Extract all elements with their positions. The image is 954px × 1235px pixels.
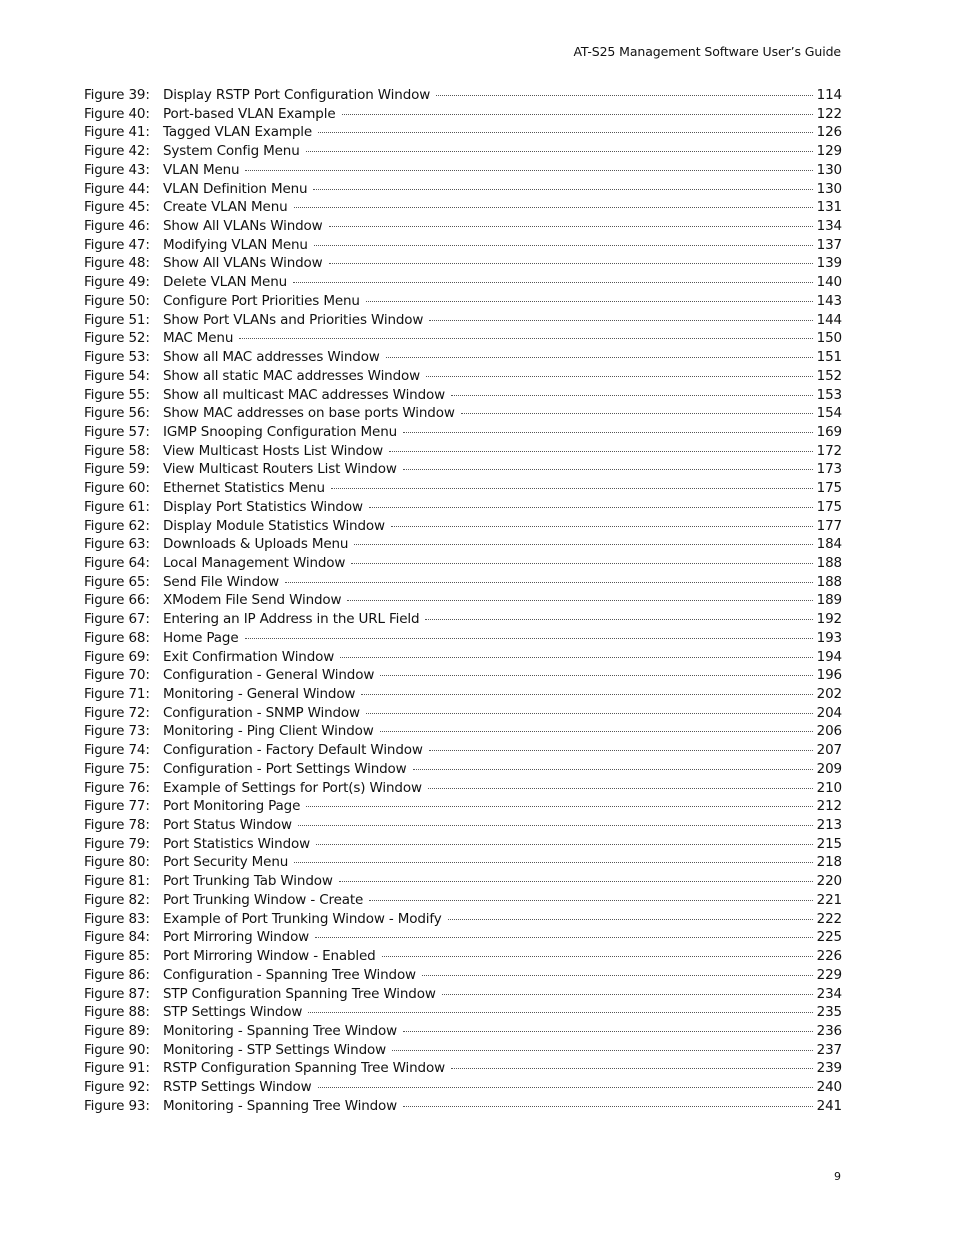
figure-page-number: 221: [816, 891, 842, 908]
dot-leader: [413, 769, 813, 770]
figure-title: Show all static MAC addresses Window: [163, 367, 420, 384]
toc-entry[interactable]: [84, 367, 842, 386]
figure-title: Configuration - Port Settings Window: [163, 760, 407, 777]
figure-page-number: 194: [816, 648, 842, 665]
toc-entry[interactable]: [84, 797, 842, 816]
dot-leader: [389, 451, 813, 452]
toc-entry[interactable]: [84, 404, 842, 423]
figure-number: Figure 77:: [84, 798, 150, 815]
figure-number: Figure 58:: [84, 442, 150, 459]
figure-title: Local Management Window: [163, 554, 346, 571]
figure-title: Ethernet Statistics Menu: [163, 480, 325, 497]
figure-number: Figure 42:: [84, 143, 150, 160]
figure-number: Figure 93:: [84, 1097, 150, 1114]
figure-number: Figure 56:: [84, 405, 150, 422]
toc-entry[interactable]: [84, 722, 842, 741]
figure-title: VLAN Menu: [163, 161, 240, 178]
figure-title: Tagged VLAN Example: [163, 124, 312, 141]
figure-page-number: 236: [816, 1022, 842, 1039]
figure-title: Example of Port Trunking Window - Modify: [163, 910, 442, 927]
figure-page-number: 150: [816, 330, 842, 347]
figure-page-number: 240: [816, 1079, 842, 1096]
toc-entry[interactable]: [84, 666, 842, 685]
figure-page-number: 130: [816, 180, 842, 197]
dot-leader: [361, 694, 812, 695]
figure-number: Figure 92:: [84, 1079, 150, 1096]
dot-leader: [318, 132, 813, 133]
figure-page-number: 192: [816, 611, 842, 628]
toc-entry[interactable]: [84, 254, 842, 273]
figure-number: Figure 41:: [84, 124, 150, 141]
figure-page-number: 239: [816, 1060, 842, 1077]
figure-number: Figure 89:: [84, 1022, 150, 1039]
figure-page-number: 189: [816, 592, 842, 609]
dot-leader: [329, 263, 813, 264]
dot-leader: [366, 301, 813, 302]
figure-page-number: 220: [816, 873, 842, 890]
dot-leader: [245, 638, 813, 639]
figure-title: Port Mirroring Window - Enabled: [163, 948, 376, 965]
figure-title: Port-based VLAN Example: [163, 105, 336, 122]
toc-entry[interactable]: [84, 1059, 842, 1078]
figure-number: Figure 40:: [84, 105, 150, 122]
toc-entry[interactable]: [84, 629, 842, 648]
figure-number: Figure 65:: [84, 573, 150, 590]
toc-entry[interactable]: [84, 292, 842, 311]
dot-leader: [347, 600, 812, 601]
figure-title: Display RSTP Port Configuration Window: [163, 87, 431, 103]
figure-number: Figure 82:: [84, 891, 150, 908]
figure-page-number: 131: [816, 199, 842, 216]
running-header: AT-S25 Management Software User’s Guide: [573, 44, 841, 59]
toc-entry[interactable]: [84, 517, 842, 536]
dot-leader: [392, 1050, 813, 1051]
figure-page-number: 177: [816, 517, 842, 534]
figure-page-number: 222: [816, 910, 842, 927]
figure-title: Configuration - SNMP Window: [163, 704, 360, 721]
dot-leader: [313, 189, 812, 190]
figure-page-number: 210: [816, 779, 842, 796]
figure-title: Configuration - Factory Default Window: [163, 742, 423, 759]
figure-title: Port Trunking Window - Create: [163, 891, 364, 908]
figure-page-number: 241: [816, 1097, 842, 1114]
dot-leader: [369, 900, 813, 901]
figure-number: Figure 69:: [84, 648, 150, 665]
toc-entry[interactable]: [84, 891, 842, 910]
figure-number: Figure 80:: [84, 854, 150, 871]
figure-title: Entering an IP Address in the URL Field: [163, 611, 420, 628]
dot-leader: [298, 825, 813, 826]
figure-title: Delete VLAN Menu: [163, 274, 288, 291]
figure-page-number: 139: [816, 255, 842, 272]
figure-title: VLAN Definition Menu: [163, 180, 308, 197]
dot-leader: [442, 994, 813, 995]
toc-entry[interactable]: [84, 386, 842, 405]
toc-entry[interactable]: [84, 910, 842, 929]
figure-page-number: 196: [816, 667, 842, 684]
figure-page-number: 237: [816, 1041, 842, 1058]
figure-number: Figure 78:: [84, 817, 150, 834]
figure-number: Figure 46:: [84, 218, 150, 235]
toc-entry[interactable]: [84, 853, 842, 872]
dot-leader: [369, 507, 813, 508]
figure-title: Port Trunking Tab Window: [163, 873, 333, 890]
figure-title: Monitoring - STP Settings Window: [163, 1041, 386, 1058]
figure-page-number: 184: [816, 536, 842, 553]
figure-title: Port Mirroring Window: [163, 929, 310, 946]
dot-leader: [428, 788, 813, 789]
toc-entry[interactable]: [84, 704, 842, 723]
figure-number: Figure 91:: [84, 1060, 150, 1077]
figure-number: Figure 50:: [84, 292, 150, 309]
figure-page-number: 225: [816, 929, 842, 946]
figure-number: Figure 60:: [84, 480, 150, 497]
figure-page-number: 204: [816, 704, 842, 721]
figure-title: Port Status Window: [163, 817, 292, 834]
figure-page-number: 213: [816, 817, 842, 834]
toc-entry[interactable]: [84, 985, 842, 1004]
dot-leader: [403, 432, 813, 433]
figure-title: Show All VLANs Window: [163, 218, 323, 235]
figure-page-number: 144: [816, 311, 842, 328]
figure-title: Display Port Statistics Window: [163, 498, 363, 515]
figure-title: System Config Menu: [163, 143, 300, 160]
figure-page-number: 153: [816, 386, 842, 403]
toc-entry[interactable]: [84, 442, 842, 461]
toc-entry[interactable]: [84, 123, 842, 142]
figure-page-number: 206: [816, 723, 842, 740]
toc-entry[interactable]: [84, 648, 842, 667]
figure-page-number: 134: [816, 218, 842, 235]
dot-leader: [316, 844, 813, 845]
toc-entry[interactable]: [84, 329, 842, 348]
figure-page-number: 114: [816, 87, 842, 103]
figure-number: Figure 44:: [84, 180, 150, 197]
figure-number: Figure 81:: [84, 873, 150, 890]
page-number: 9: [834, 1170, 841, 1183]
dot-leader: [386, 357, 813, 358]
dot-leader: [315, 937, 813, 938]
figure-number: Figure 47:: [84, 236, 150, 253]
figure-title: Port Statistics Window: [163, 835, 310, 852]
figure-page-number: 215: [816, 835, 842, 852]
figure-number: Figure 62:: [84, 517, 150, 534]
figure-page-number: 207: [816, 742, 842, 759]
toc-entry[interactable]: [84, 591, 842, 610]
figure-page-number: 173: [816, 461, 842, 478]
dot-leader: [245, 170, 812, 171]
dot-leader: [391, 526, 813, 527]
figure-title: Monitoring - General Window: [163, 686, 356, 702]
figure-page-number: 126: [816, 124, 842, 141]
dot-leader: [294, 862, 813, 863]
figure-number: Figure 76:: [84, 779, 150, 796]
figure-page-number: 140: [816, 274, 842, 291]
toc-entry[interactable]: [84, 498, 842, 517]
figure-page-number: 212: [816, 798, 842, 815]
figure-title: Show All VLANs Window: [163, 255, 323, 272]
figure-title: Display Module Statistics Window: [163, 517, 385, 534]
figure-number: Figure 43:: [84, 161, 150, 178]
figure-number: Figure 67:: [84, 611, 150, 628]
figure-page-number: 226: [816, 948, 842, 965]
dot-leader: [339, 881, 813, 882]
list-of-figures: [84, 86, 842, 1116]
toc-entry[interactable]: [84, 835, 842, 854]
toc-entry[interactable]: [84, 741, 842, 760]
toc-entry[interactable]: [84, 198, 842, 217]
figure-page-number: 154: [816, 405, 842, 422]
toc-entry[interactable]: [84, 142, 842, 161]
dot-leader: [308, 1012, 812, 1013]
toc-entry[interactable]: [84, 816, 842, 835]
figure-title: Configuration - General Window: [163, 667, 375, 684]
figure-page-number: 152: [816, 367, 842, 384]
figure-number: Figure 51:: [84, 311, 150, 328]
toc-entry[interactable]: [84, 928, 842, 947]
figure-number: Figure 54:: [84, 367, 150, 384]
toc-entry[interactable]: [84, 86, 842, 105]
dot-leader: [382, 956, 813, 957]
toc-entry[interactable]: [84, 236, 842, 255]
toc-entry[interactable]: [84, 779, 842, 798]
dot-leader: [429, 750, 813, 751]
figure-number: Figure 48:: [84, 255, 150, 272]
figure-number: Figure 59:: [84, 461, 150, 478]
figure-page-number: 188: [816, 554, 842, 571]
figure-number: Figure 88:: [84, 1004, 150, 1021]
dot-leader: [331, 488, 813, 489]
toc-entry[interactable]: [84, 311, 842, 330]
figure-number: Figure 90:: [84, 1041, 150, 1058]
dot-leader: [380, 675, 812, 676]
figure-page-number: 122: [816, 105, 842, 122]
dot-leader: [403, 1031, 813, 1032]
dot-leader: [354, 544, 812, 545]
figure-number: Figure 83:: [84, 910, 150, 927]
figure-page-number: 175: [816, 498, 842, 515]
figure-title: View Multicast Routers List Window: [163, 461, 397, 478]
dot-leader: [306, 151, 813, 152]
figure-title: MAC Menu: [163, 330, 234, 347]
figure-number: Figure 52:: [84, 330, 150, 347]
toc-entry[interactable]: [84, 554, 842, 573]
dot-leader: [239, 338, 812, 339]
figure-title: Show all multicast MAC addresses Window: [163, 386, 446, 403]
toc-entry[interactable]: [84, 348, 842, 367]
figure-number: Figure 61:: [84, 498, 150, 515]
figure-title: Monitoring - Spanning Tree Window: [163, 1022, 398, 1039]
toc-entry[interactable]: [84, 1041, 842, 1060]
figure-title: RSTP Settings Window: [163, 1079, 312, 1096]
figure-page-number: 193: [816, 629, 842, 646]
figure-number: Figure 86:: [84, 966, 150, 983]
figure-number: Figure 87:: [84, 985, 150, 1002]
dot-leader: [403, 469, 813, 470]
toc-entry[interactable]: [84, 161, 842, 180]
dot-leader: [294, 207, 813, 208]
dot-leader: [293, 282, 813, 283]
figure-number: Figure 70:: [84, 667, 150, 684]
figure-page-number: 151: [816, 349, 842, 366]
toc-entry[interactable]: [84, 1097, 842, 1116]
figure-page-number: 209: [816, 760, 842, 777]
figure-title: View Multicast Hosts List Window: [163, 442, 384, 459]
figure-number: Figure 39:: [84, 87, 150, 103]
figure-title: Send File Window: [163, 573, 280, 590]
figure-number: Figure 71:: [84, 686, 150, 702]
toc-entry[interactable]: [84, 479, 842, 498]
toc-entry[interactable]: [84, 423, 842, 442]
dot-leader: [429, 320, 812, 321]
dot-leader: [403, 1106, 813, 1107]
toc-entry[interactable]: [84, 460, 842, 479]
figure-page-number: 202: [816, 686, 842, 702]
figure-number: Figure 72:: [84, 704, 150, 721]
figure-number: Figure 49:: [84, 274, 150, 291]
dot-leader: [451, 1068, 813, 1069]
toc-entry[interactable]: [84, 180, 842, 199]
figure-page-number: 234: [816, 985, 842, 1002]
figure-page-number: 172: [816, 442, 842, 459]
figure-page-number: 235: [816, 1004, 842, 1021]
dot-leader: [425, 619, 812, 620]
figure-title: STP Settings Window: [163, 1004, 303, 1021]
figure-page-number: 143: [816, 292, 842, 309]
figure-number: Figure 85:: [84, 948, 150, 965]
figure-number: Figure 75:: [84, 760, 150, 777]
figure-page-number: 129: [816, 143, 842, 160]
toc-entry[interactable]: [84, 1003, 842, 1022]
dot-leader: [314, 245, 813, 246]
figure-number: Figure 66:: [84, 592, 150, 609]
figure-number: Figure 64:: [84, 554, 150, 571]
toc-entry[interactable]: [84, 947, 842, 966]
figure-page-number: 229: [816, 966, 842, 983]
toc-entry[interactable]: [84, 685, 842, 704]
toc-entry[interactable]: [84, 1078, 842, 1097]
figure-title: Home Page: [163, 629, 239, 646]
toc-entry[interactable]: [84, 573, 842, 592]
dot-leader: [318, 1087, 813, 1088]
figure-number: Figure 63:: [84, 536, 150, 553]
dot-leader: [448, 919, 813, 920]
figure-page-number: 137: [816, 236, 842, 253]
toc-entry[interactable]: [84, 966, 842, 985]
dot-leader: [422, 975, 813, 976]
figure-number: Figure 84:: [84, 929, 150, 946]
dot-leader: [306, 806, 812, 807]
figure-title: Example of Settings for Port(s) Window: [163, 779, 422, 796]
figure-title: Monitoring - Spanning Tree Window: [163, 1097, 398, 1114]
dot-leader: [366, 713, 813, 714]
toc-entry[interactable]: [84, 610, 842, 629]
figure-title: Modifying VLAN Menu: [163, 236, 308, 253]
figure-title: Show MAC addresses on base ports Window: [163, 405, 455, 422]
toc-entry[interactable]: [84, 217, 842, 236]
toc-entry[interactable]: [84, 105, 842, 124]
toc-entry[interactable]: [84, 1022, 842, 1041]
toc-entry[interactable]: [84, 760, 842, 779]
figure-number: Figure 57:: [84, 423, 150, 440]
figure-title: Exit Confirmation Window: [163, 648, 335, 665]
dot-leader: [426, 376, 813, 377]
figure-title: Show Port VLANs and Priorities Window: [163, 311, 424, 328]
figure-title: Configure Port Priorities Menu: [163, 292, 360, 309]
dot-leader: [461, 413, 813, 414]
figure-title: IGMP Snooping Configuration Menu: [163, 423, 398, 440]
figure-title: Show all MAC addresses Window: [163, 349, 380, 366]
figure-title: XModem File Send Window: [163, 592, 342, 609]
toc-entry[interactable]: [84, 535, 842, 554]
figure-title: Create VLAN Menu: [163, 199, 288, 216]
figure-number: Figure 74:: [84, 742, 150, 759]
figure-title: Port Monitoring Page: [163, 798, 301, 815]
figure-title: Downloads & Uploads Menu: [163, 536, 349, 553]
figure-title: Port Security Menu: [163, 854, 289, 871]
figure-page-number: 218: [816, 854, 842, 871]
dot-leader: [351, 563, 812, 564]
dot-leader: [329, 226, 813, 227]
figure-title: STP Configuration Spanning Tree Window: [163, 985, 436, 1002]
figure-page-number: 169: [816, 423, 842, 440]
dot-leader: [340, 657, 813, 658]
figure-page-number: 188: [816, 573, 842, 590]
figure-number: Figure 53:: [84, 349, 150, 366]
dot-leader: [436, 95, 813, 96]
toc-entry[interactable]: [84, 872, 842, 891]
toc-entry[interactable]: [84, 273, 842, 292]
figure-page-number: 130: [816, 161, 842, 178]
dot-leader: [285, 582, 813, 583]
dot-leader: [380, 731, 813, 732]
figure-number: Figure 45:: [84, 199, 150, 216]
figure-number: Figure 68:: [84, 629, 150, 646]
figure-title: Configuration - Spanning Tree Window: [163, 966, 416, 983]
dot-leader: [451, 395, 813, 396]
figure-title: Monitoring - Ping Client Window: [163, 723, 374, 740]
figure-page-number: 175: [816, 480, 842, 497]
figure-title: RSTP Configuration Spanning Tree Window: [163, 1060, 445, 1077]
figure-number: Figure 55:: [84, 386, 150, 403]
figure-number: Figure 73:: [84, 723, 150, 740]
figure-number: Figure 79:: [84, 835, 150, 852]
dot-leader: [342, 114, 813, 115]
